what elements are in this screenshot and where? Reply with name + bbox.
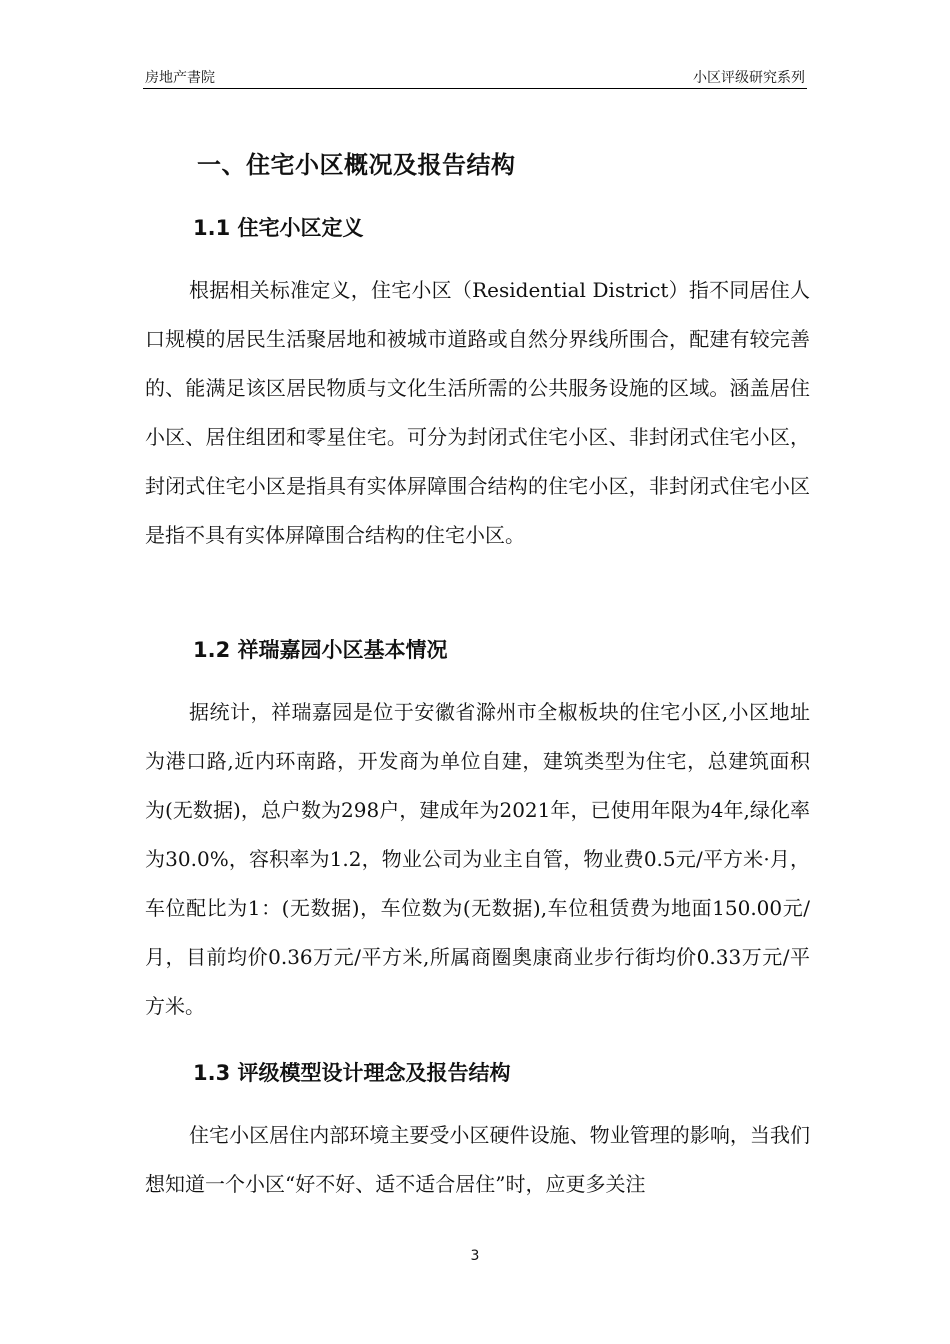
paragraph-residential-definition: 根据相关标准定义，住宅小区（Residential District）指不同居住人口规模的居民生活聚居地和被城市道路或自然分界线所围合，配建有较完善的、能满足该区居民物质与文化生活所需的公共服务设施的区域。涵盖居住小区、居住组团和零星住宅。可分为封闭式住宅小区、非封闭式住宅小区，封闭式住宅小区是指具有实体屏障围合结构的住宅小区，非封闭式住宅小区是指不具有实体屏障围合结构的住宅小区。: [145, 278, 810, 547]
header-publisher: 房地产書院: [145, 70, 215, 86]
paragraph-community-basic-info: 据统计，祥瑞嘉园是位于安徽省滁州市全椒板块的住宅小区,小区地址为港口路,近内环南路，开发商为单位自建，建筑类型为住宅，总建筑面积为(无数据)，总户数为298户，建成年为2021年，已使用年限为4年,绿化率为30.0%，容积率为1.2，物业公司为业主自管，物业费0.5元/平方米·月，车位配比为1：(无数据)，车位数为(无数据),车位租赁费为地面150.00元/月，目前均价0.36万元/平方米,所属商圈奥康商业步行街均价0.33万元/平方米。: [145, 700, 810, 1018]
paragraph-rating-model: 住宅小区居住内部环境主要受小区硬件设施、物业管理的影响，当我们想知道一个小区“好不好、适不适合居住”时，应更多关注: [145, 1123, 810, 1196]
section-heading-1-2: 1.2 祥瑞嘉园小区基本情况: [193, 638, 448, 662]
page-number: 3: [470, 1248, 480, 1264]
chapter-title: 一、住宅小区概况及报告结构: [197, 151, 516, 179]
section-heading-1-1: 1.1 住宅小区定义: [193, 216, 364, 240]
page-header: [143, 66, 807, 89]
header-series-title: 小区评级研究系列: [693, 70, 805, 86]
section-heading-1-3: 1.3 评级模型设计理念及报告结构: [193, 1061, 511, 1085]
